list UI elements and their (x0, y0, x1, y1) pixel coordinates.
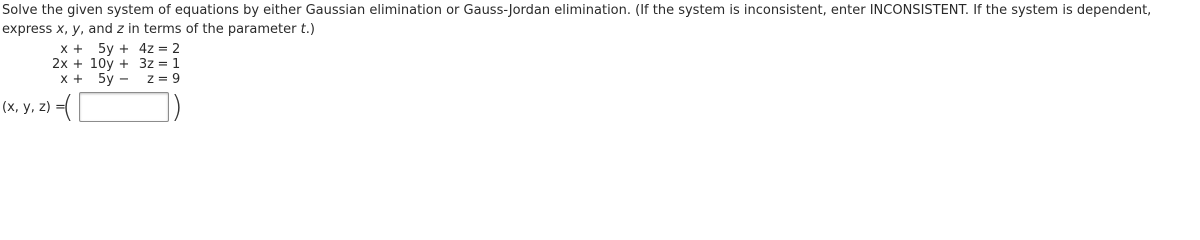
answer-label: (x, y, z) = (2, 100, 66, 115)
rhs-value: 2 (172, 42, 181, 57)
equation-row (46, 42, 186, 57)
term-3: 3z (138, 57, 154, 72)
prompt-text-2: in terms of the parameter (123, 22, 301, 37)
open-paren: ( (62, 90, 74, 125)
equals-sign: = (157, 42, 169, 57)
term-2: 5y (98, 42, 114, 57)
rhs-value: 9 (172, 72, 181, 87)
rhs-value: 1 (172, 57, 181, 72)
var-x: x (56, 22, 65, 37)
term-1: x (60, 72, 68, 87)
term-2: 10y (89, 57, 114, 72)
operator-2: + (118, 42, 130, 57)
operator-1: + (72, 57, 84, 72)
close-paren: ) (171, 90, 183, 125)
equation-row (46, 57, 186, 72)
var-z: z (116, 22, 124, 37)
equation-system (46, 42, 186, 87)
operator-1: + (72, 72, 84, 87)
equals-sign: = (157, 72, 169, 87)
term-3: 4z (138, 42, 154, 57)
equals-sign: = (157, 57, 169, 72)
prompt-sep-2: , and (80, 22, 117, 37)
prompt-text-1: Solve the given system of equations by either Gaussian elimination or Gauss-Jordan elimination. (If the system is inconsistent, enter INCONSISTENT. If the system is dependent, express (2, 3, 1152, 37)
term-3: z (147, 72, 154, 87)
equation-row (46, 72, 186, 87)
var-y: y (72, 22, 81, 37)
term-2: 5y (98, 72, 114, 87)
operator-2: + (118, 57, 130, 72)
term-1: 2x (52, 57, 68, 72)
prompt-text-3: .) (305, 22, 315, 37)
operator-2: − (118, 72, 130, 87)
var-t: t (300, 22, 306, 37)
answer-input[interactable] (79, 92, 169, 122)
prompt-sep-1: , (64, 22, 73, 37)
term-1: x (60, 42, 68, 57)
operator-1: + (72, 42, 84, 57)
question-prompt (2, 1, 1198, 39)
